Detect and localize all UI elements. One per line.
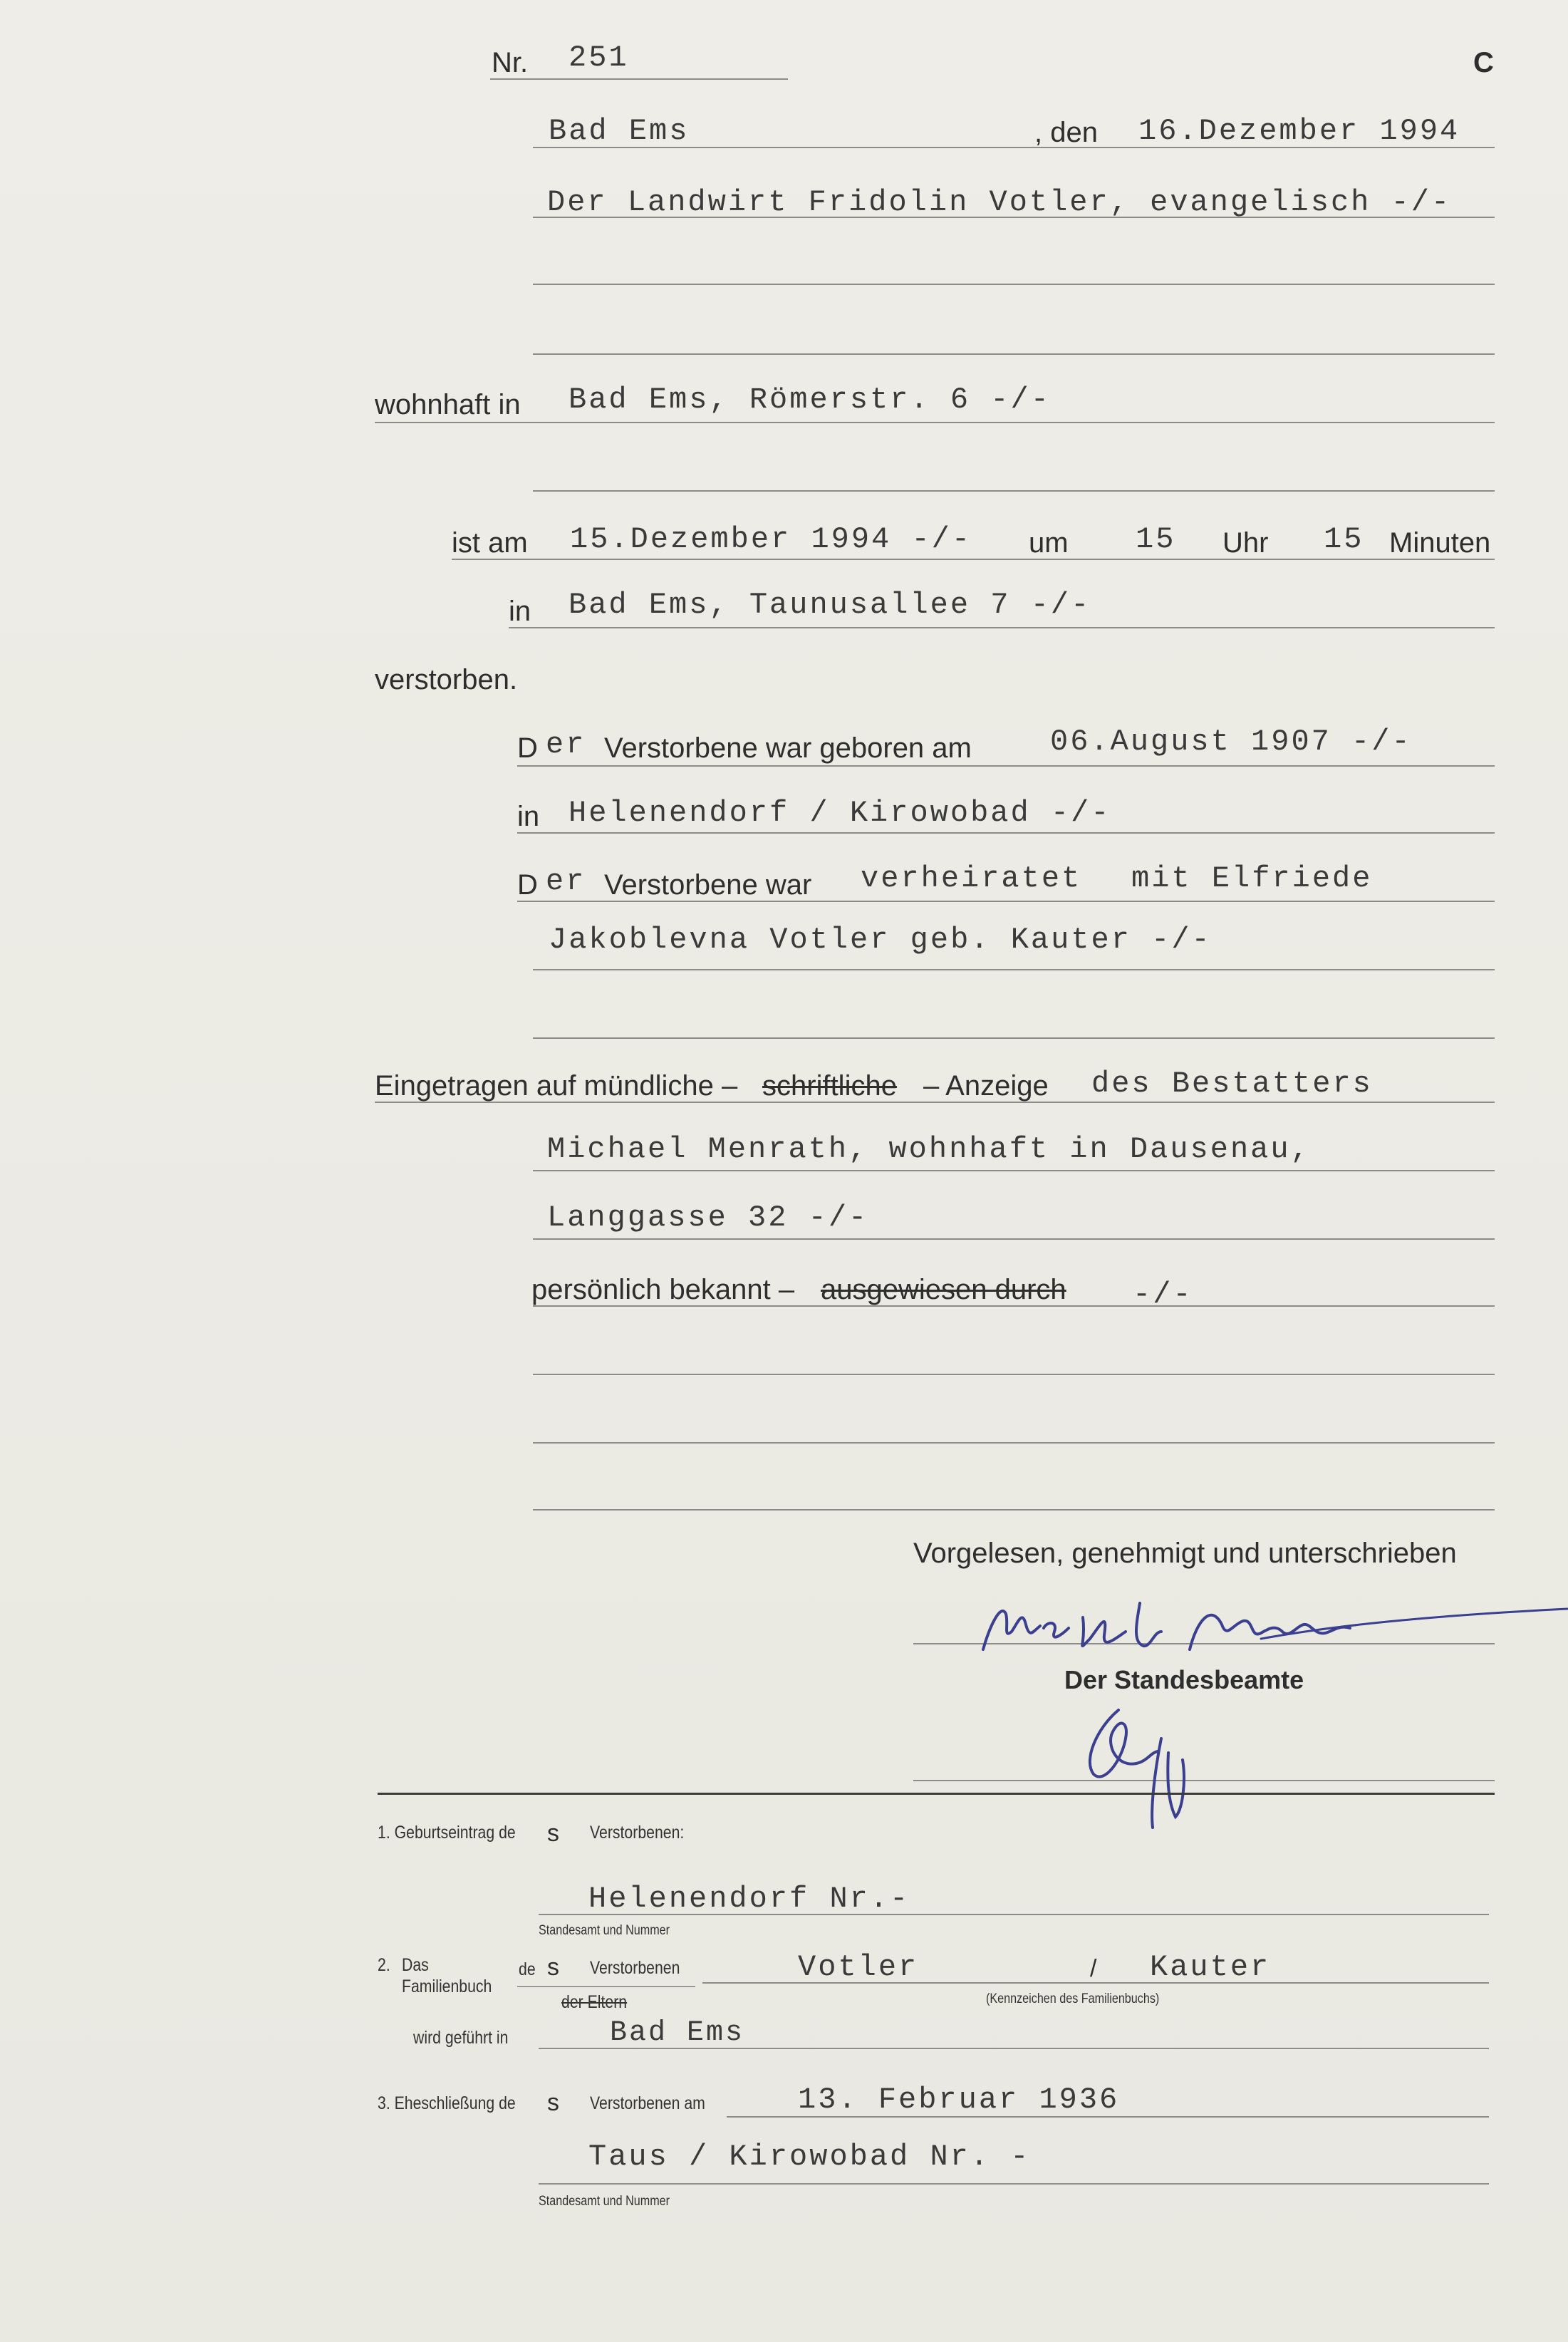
declarant-line1: Der Landwirt Fridolin Votler, evangelisch -/- (547, 185, 1452, 219)
footer-item2-verstorbenen: Verstorbenen (590, 1958, 680, 1978)
spouse-line2: Jakoblevna Votler geb. Kauter -/- (549, 923, 1212, 957)
footer-item2-gefuehrt-line (539, 2048, 1489, 2049)
registration-typed2: Michael Menrath, wohnhaft in Dausenau, (547, 1132, 1311, 1166)
identification-prefix: persönlich bekannt – (531, 1274, 795, 1305)
registration-line5 (533, 1374, 1495, 1375)
form-letter: C (1473, 47, 1494, 78)
marital-line3 (533, 1037, 1495, 1039)
footer-item3-date-line (727, 2116, 1489, 2118)
birth-er-typed: er (546, 727, 586, 762)
registration-line1 (375, 1102, 1495, 1103)
footer-item3-s: s (547, 2089, 559, 2116)
birth-date: 06.August 1907 -/- (1050, 725, 1412, 759)
death-minutes: 15 (1324, 522, 1364, 556)
nr-label: Nr. (492, 47, 529, 78)
marital-status: verheiratet (861, 861, 1082, 896)
footer-item1-caption: Standesamt und Nummer (539, 1923, 670, 1938)
footer-item3-place: Taus / Kirowobad Nr. - (588, 2140, 1031, 2174)
footer-item2-gefuehrt-label: wird geführt in (413, 2028, 509, 2048)
marital-line2 (533, 969, 1495, 970)
residence-label: wohnhaft in (375, 389, 521, 420)
registration-line2 (533, 1170, 1495, 1171)
birth-place-line (517, 832, 1495, 834)
registration-prefix: Eingetragen auf mündliche – (375, 1070, 738, 1102)
footer-item2-num: 2. (378, 1955, 390, 1975)
death-hour: 15 (1136, 522, 1176, 556)
identification-struck-printed: ausgewiesen durch (821, 1274, 1066, 1305)
read-approved-label: Vorgelesen, genehmigt und unterschrieben (913, 1538, 1457, 1569)
registration-suffix: – Anzeige (923, 1070, 1049, 1102)
footer-item2-caption: (Kennzeichen des Familienbuchs) (986, 1991, 1160, 2006)
death-place-line (509, 627, 1495, 628)
registrar-label: Der Standesbeamte (1064, 1665, 1304, 1694)
marital-mit: mit Elfriede (1131, 861, 1373, 896)
footer-item2-line (702, 1982, 1489, 1984)
footer-item3-date: 13. Februar 1936 (798, 2083, 1120, 2117)
declarant-line3-rule (533, 353, 1495, 355)
footer-item2-de: de (519, 1959, 536, 1979)
birth-place: Helenendorf / Kirowobad -/- (568, 796, 1111, 830)
registrar-signature-image (1069, 1696, 1211, 1838)
registration-line4 (533, 1305, 1495, 1307)
footer-item1-line (539, 1914, 1489, 1915)
registration-struck-printed: schriftliche (762, 1070, 897, 1102)
footer-item3-label-b: Verstorbenen am (590, 2093, 705, 2113)
place-date-line (533, 147, 1495, 148)
residence-line (375, 422, 1495, 423)
footer-item2-name2: Kauter (1150, 1950, 1271, 1984)
footer-item2-s: s (547, 1954, 559, 1981)
nr-line (490, 78, 788, 80)
place: Bad Ems (549, 114, 690, 148)
registration-typed1: des Bestatters (1091, 1067, 1373, 1101)
registration-line3 (533, 1238, 1495, 1240)
nr-value: 251 (568, 41, 629, 75)
footer-separator (378, 1793, 1495, 1795)
death-date: 15.Dezember 1994 -/- (570, 522, 972, 556)
footer-item2-familienbuch: Familienbuch (402, 1976, 492, 1996)
footer-item1-label-a: 1. Geburtseintrag de (378, 1823, 516, 1843)
death-um-label: um (1029, 527, 1069, 559)
death-place: Bad Ems, Taunusallee 7 -/- (568, 588, 1091, 622)
registration-typed3: Langgasse 32 -/- (547, 1201, 869, 1235)
footer-item1-s: s (547, 1820, 559, 1847)
footer-item3-caption: Standesamt und Nummer (539, 2194, 670, 2209)
footer-item2-eltern: der Eltern (561, 1992, 628, 2012)
den-label: , den (1034, 117, 1098, 148)
footer-item2-name1: Votler (798, 1950, 919, 1984)
death-date-line (452, 559, 1495, 560)
footer-item1-label-b: Verstorbenen: (590, 1823, 685, 1843)
registration-line7 (533, 1509, 1495, 1511)
footer-item3-place-line (539, 2183, 1489, 2185)
residence-value: Bad Ems, Römerstr. 6 -/- (568, 383, 1051, 417)
footer-item2-slash: / (1090, 1955, 1097, 1982)
footer-item2-das: Das (402, 1955, 429, 1975)
marital-d-prefix: D (517, 869, 538, 901)
birth-d-prefix: D (517, 732, 538, 764)
birth-place-label: in (517, 801, 540, 832)
marital-label: Verstorbene war (604, 869, 812, 901)
death-minuten-label: Minuten (1389, 527, 1491, 559)
residence-line2 (533, 490, 1495, 492)
registration-line6 (533, 1442, 1495, 1444)
declarant-signature-image (962, 1582, 1567, 1667)
marital-er-typed: er (546, 864, 586, 898)
footer-item1-value: Helenendorf Nr.- (588, 1882, 910, 1916)
verstorben-label: verstorben. (375, 664, 518, 695)
identification-end: -/- (1133, 1278, 1193, 1312)
footer-item3-label-a: 3. Eheschließung de (378, 2093, 516, 2113)
declarant-line1-rule (533, 217, 1495, 218)
death-place-label: in (509, 596, 531, 627)
birth-date-line (517, 765, 1495, 767)
document-date: 16.Dezember 1994 (1138, 114, 1460, 148)
birth-label: Verstorbene war geboren am (604, 732, 972, 764)
death-date-label: ist am (452, 527, 528, 559)
footer-item2-gefuehrt-value: Bad Ems (610, 2017, 745, 2049)
death-uhr-label: Uhr (1222, 527, 1269, 559)
marital-line1 (517, 901, 1495, 902)
footer-item2-de-rule (517, 1986, 695, 1987)
declarant-line2-rule (533, 284, 1495, 285)
